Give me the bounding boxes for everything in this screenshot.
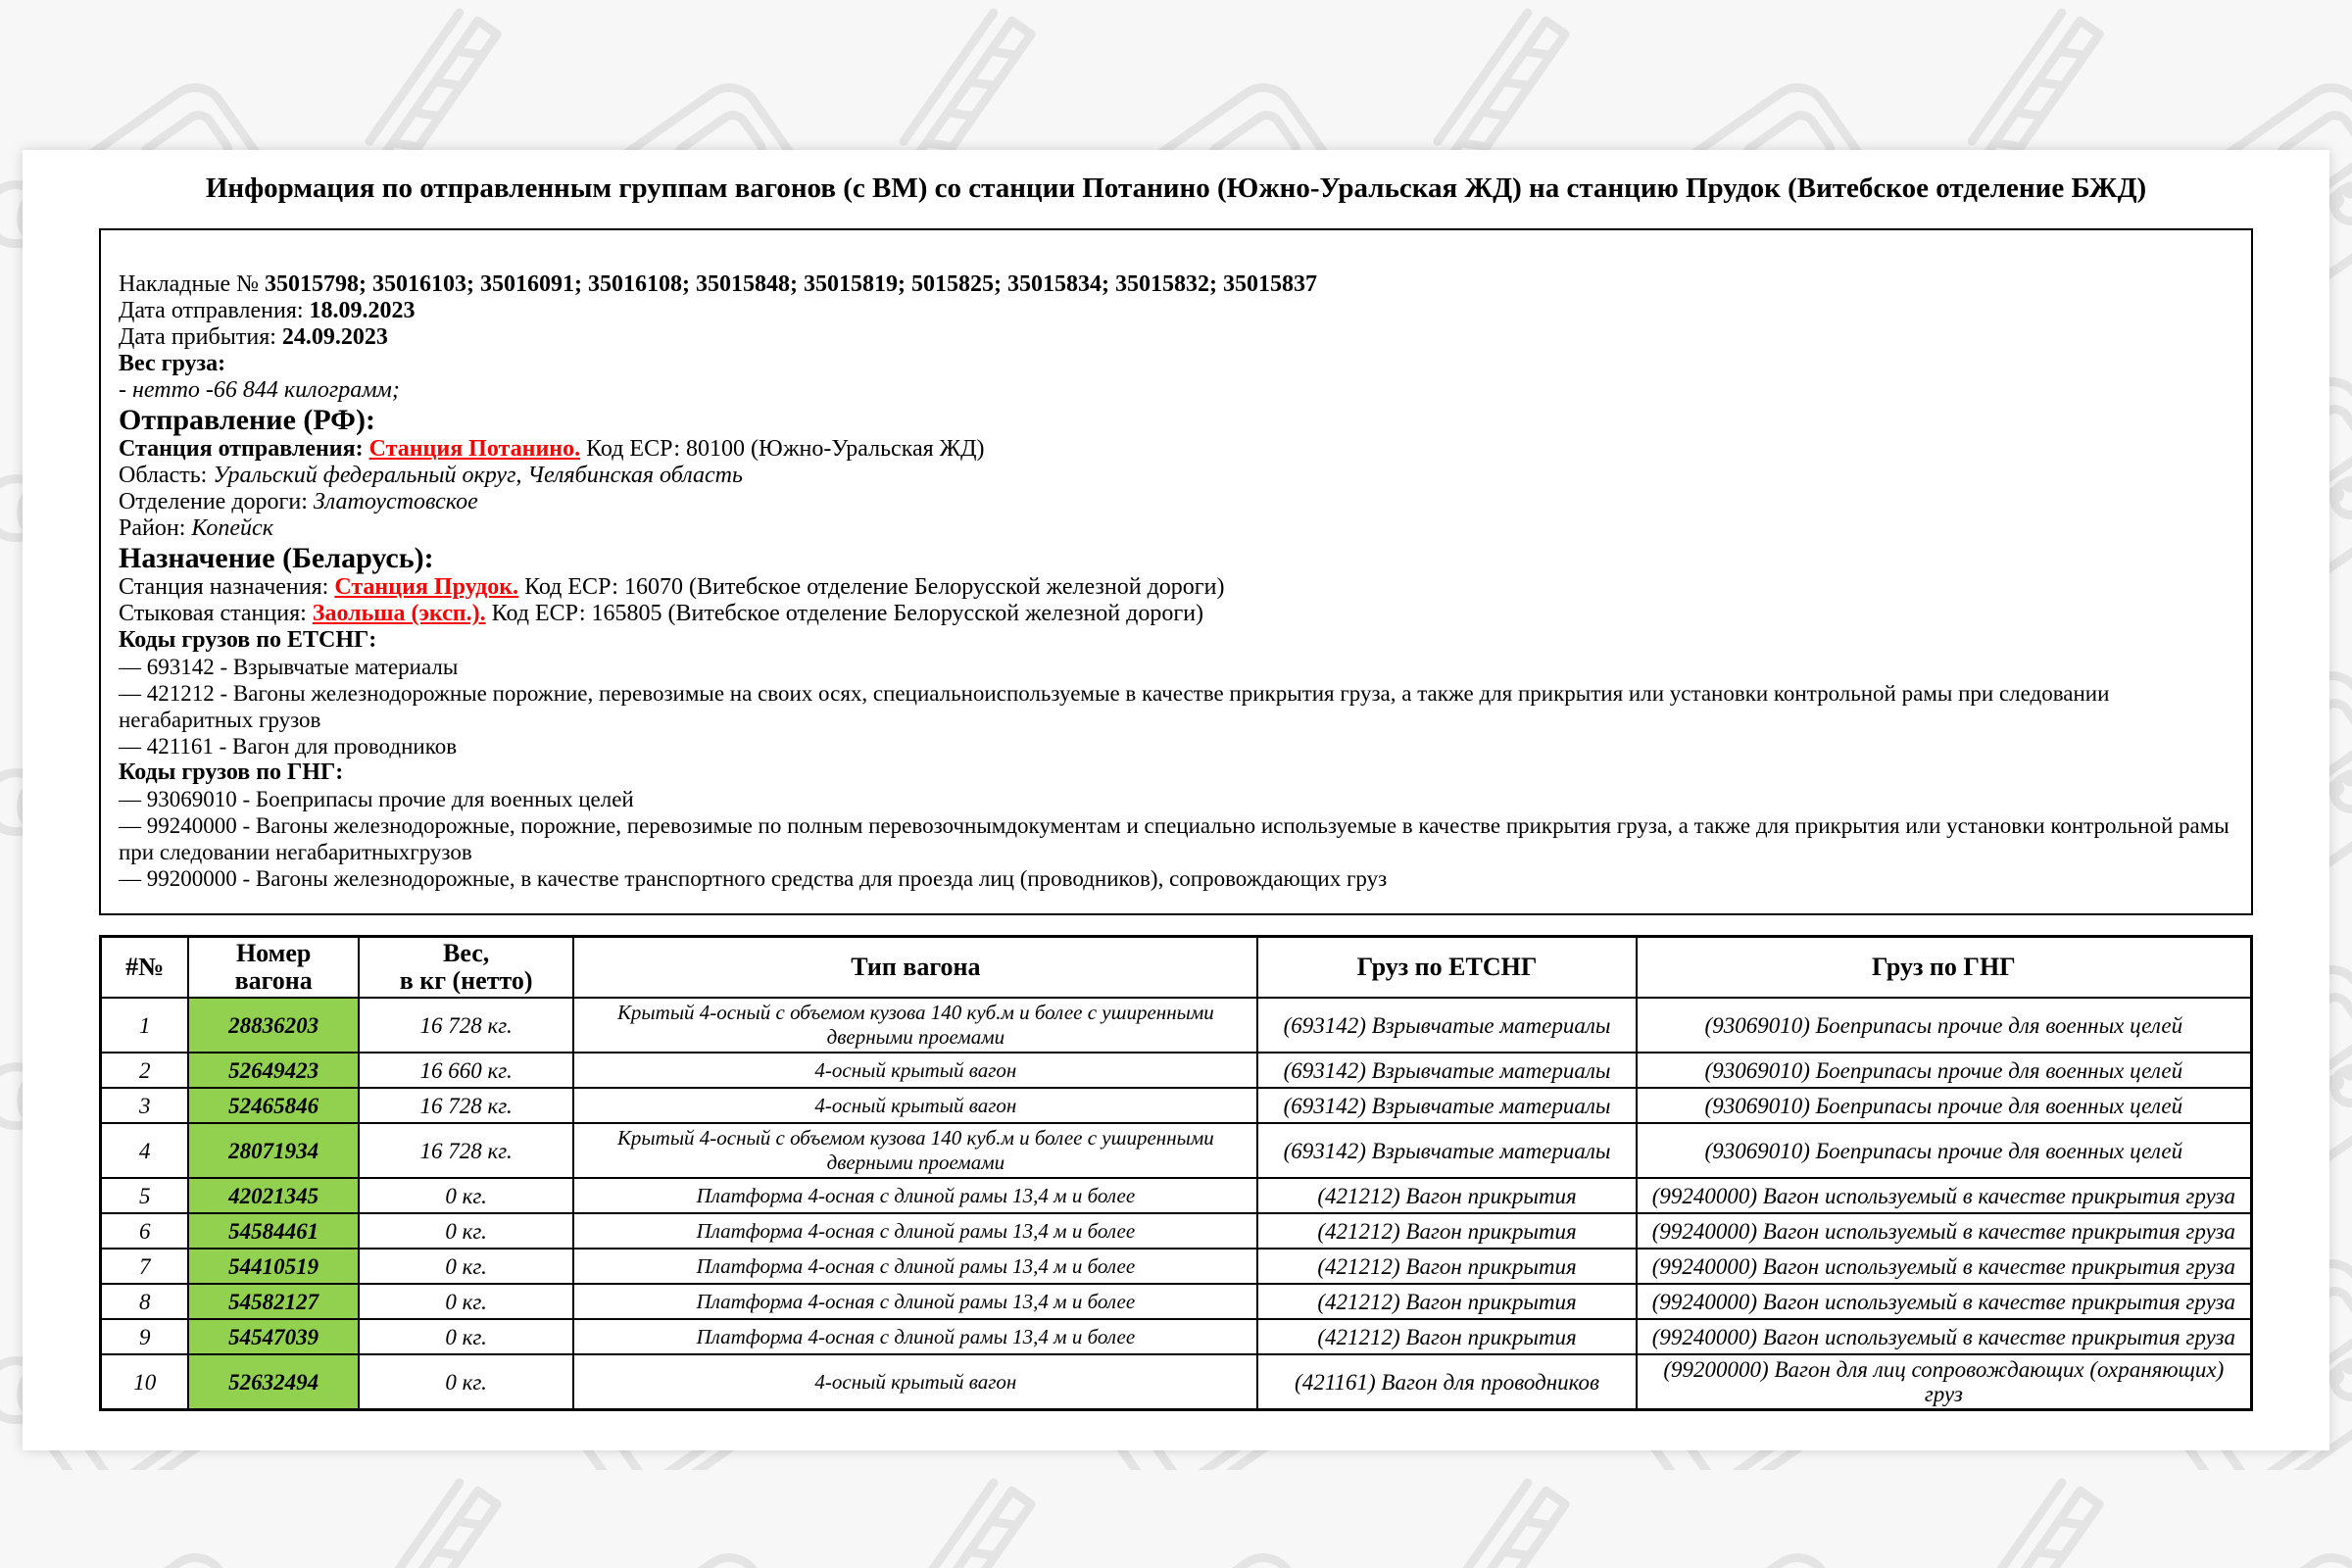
wagon-table-body	[101, 998, 2252, 1410]
gng-codes-list	[119, 786, 2233, 892]
table-row	[101, 1178, 2252, 1213]
page-title: Информация по отправленным группам вагонов (с ВМ) со станции Потанино (Южно-Уральская ЖД) на станцию Прудок (Витебское отделение БЖД)	[205, 172, 2147, 204]
wagon-gng-cell: (93069010) Боеприпасы прочие для военных целей	[1637, 1088, 2252, 1123]
wagon-type-cell: Платформа 4-осная с длиной рамы 13,4 м и более	[573, 1213, 1257, 1249]
table-row	[101, 1284, 2252, 1319]
info-box	[99, 228, 2253, 915]
table-row	[101, 1319, 2252, 1354]
wagon-type-cell: Крытый 4-осный с объемом кузова 140 куб.м и более с уширенными дверными проемами	[573, 1123, 1257, 1178]
table-row	[101, 1213, 2252, 1249]
wagon-num-cell: 8	[101, 1284, 189, 1319]
wagon-weight-cell: 0 кг.	[359, 1319, 574, 1354]
division-line	[119, 489, 2233, 515]
wagon-gng-cell: (93069010) Боеприпасы прочие для военных целей	[1637, 1123, 2252, 1178]
header-wagon: Номер вагона	[188, 937, 358, 999]
wagon-num-cell: 7	[101, 1249, 189, 1284]
wagon-etsng-cell: (421212) Вагон прикрытия	[1257, 1178, 1636, 1213]
division-value: Златоустовское	[313, 489, 478, 514]
wagon-etsng-cell: (693142) Взрывчатые материалы	[1257, 998, 1636, 1053]
wagon-gng-cell: (99240000) Вагон используемый в качестве прикрытия груза	[1637, 1213, 2252, 1249]
wagon-etsng-cell: (421212) Вагон прикрытия	[1257, 1213, 1636, 1249]
gng-code-item: — 93069010 - Боеприпасы прочие для военных целей	[119, 787, 634, 811]
etsng-codes-list	[119, 654, 2233, 760]
header-weight: Вес, в кг (нетто)	[359, 937, 574, 999]
wagon-weight-cell: 0 кг.	[359, 1284, 574, 1319]
departure-date-line	[119, 298, 2233, 324]
wagon-type-cell: 4-осный крытый вагон	[573, 1053, 1257, 1088]
wagon-table-header	[101, 937, 2252, 999]
gng-code-item: — 99240000 - Вагоны железнодорожные, порожние, перевозимые по полным перевозочнымдокументам и специально используемые в качестве прикрытия груза, а также для прикрытия или установки контрольной рамы при следовании негабаритныхгрузов	[119, 813, 2230, 864]
wagon-weight-cell: 16 660 кг.	[359, 1053, 574, 1088]
wagon-gng-cell: (93069010) Боеприпасы прочие для военных целей	[1637, 998, 2252, 1053]
oblast-value: Уральский федеральный округ, Челябинская область	[213, 463, 743, 488]
etsng-codes-heading: Коды грузов по ЕТСНГ:	[119, 627, 377, 653]
district-line	[119, 515, 2233, 542]
table-row	[101, 998, 2252, 1053]
wagon-gng-cell: (99200000) Вагон для лиц сопровождающих (охраняющих) груз	[1637, 1354, 2252, 1410]
oblast-line	[119, 463, 2233, 489]
wagon-type-cell: Платформа 4-осная с длиной рамы 13,4 м и более	[573, 1319, 1257, 1354]
table-row	[101, 1088, 2252, 1123]
wagon-weight-cell: 16 728 кг.	[359, 998, 574, 1053]
document-page	[23, 150, 2329, 1450]
wagon-wagon-cell: 52649423	[188, 1053, 358, 1088]
wagon-table	[99, 935, 2253, 1411]
header-num: #№	[101, 937, 189, 999]
destination-station-label: Станция назначения:	[119, 574, 335, 600]
junction-station-rest: Код ЕСР: 165805 (Витебское отделение Белорусской железной дороги)	[485, 601, 1204, 626]
wagon-etsng-cell: (421161) Вагон для проводников	[1257, 1354, 1636, 1410]
wagon-num-cell: 9	[101, 1319, 189, 1354]
wagon-type-cell: Крытый 4-осный с объемом кузова 140 куб.м и более с уширенными дверными проемами	[573, 998, 1257, 1053]
wagon-etsng-cell: (693142) Взрывчатые материалы	[1257, 1088, 1636, 1123]
etsng-code-item: — 693142 - Взрывчатые материалы	[119, 655, 459, 679]
wagon-gng-cell: (99240000) Вагон используемый в качестве прикрытия груза	[1637, 1249, 2252, 1284]
wagon-weight-cell: 0 кг.	[359, 1354, 574, 1410]
wagon-gng-cell: (99240000) Вагон используемый в качестве прикрытия груза	[1637, 1319, 2252, 1354]
wagon-wagon-cell: 54547039	[188, 1319, 358, 1354]
wagon-wagon-cell: 42021345	[188, 1178, 358, 1213]
waybills-label: Накладные №	[119, 271, 266, 297]
destination-section-heading: Назначение (Беларусь):	[119, 542, 434, 574]
wagon-weight-cell: 16 728 кг.	[359, 1123, 574, 1178]
waybills-numbers: 35015798; 35016103; 35016091; 35016108; 35015848; 35015819; 5015825; 35015834; 35015832; 35015837	[265, 271, 1317, 297]
arrival-date-label: Дата прибытия:	[119, 324, 282, 350]
departure-station-link[interactable]: Станция Потанино.	[368, 436, 581, 462]
wagon-wagon-cell: 28836203	[188, 998, 358, 1053]
wagon-wagon-cell: 54584461	[188, 1213, 358, 1249]
weight-netto: - нетто -66 844 килограмм;	[119, 377, 400, 403]
wagon-num-cell: 1	[101, 998, 189, 1053]
wagon-type-cell: Платформа 4-осная с длиной рамы 13,4 м и более	[573, 1178, 1257, 1213]
wagon-etsng-cell: (421212) Вагон прикрытия	[1257, 1249, 1636, 1284]
wagon-etsng-cell: (693142) Взрывчатые материалы	[1257, 1053, 1636, 1088]
wagon-weight-cell: 0 кг.	[359, 1178, 574, 1213]
wagon-wagon-cell: 54582127	[188, 1284, 358, 1319]
wagon-gng-cell: (99240000) Вагон используемый в качестве прикрытия груза	[1637, 1178, 2252, 1213]
gng-codes-heading: Коды грузов по ГНГ:	[119, 760, 344, 785]
junction-station-label: Стыковая станция:	[119, 601, 313, 626]
wagon-type-cell: 4-осный крытый вагон	[573, 1088, 1257, 1123]
wagon-wagon-cell: 52465846	[188, 1088, 358, 1123]
weight-heading: Вес груза:	[119, 351, 226, 376]
wagon-gng-cell: (93069010) Боеприпасы прочие для военных целей	[1637, 1053, 2252, 1088]
header-type: Тип вагона	[573, 937, 1257, 999]
wagon-num-cell: 10	[101, 1354, 189, 1410]
wagon-num-cell: 4	[101, 1123, 189, 1178]
header-gng: Груз по ГНГ	[1637, 937, 2252, 999]
division-label: Отделение дороги:	[119, 489, 314, 514]
departure-station-line	[119, 436, 2233, 463]
wagon-weight-cell: 0 кг.	[359, 1249, 574, 1284]
junction-station-line	[119, 601, 2233, 627]
district-label: Район:	[119, 515, 192, 541]
oblast-label: Область:	[119, 463, 214, 488]
wagon-num-cell: 5	[101, 1178, 189, 1213]
departure-station-rest: Код ЕСР: 80100 (Южно-Уральская ЖД)	[580, 436, 985, 462]
destination-station-line	[119, 574, 2233, 601]
destination-station-rest: Код ЕСР: 16070 (Витебское отделение Белорусской железной дороги)	[518, 574, 1225, 600]
departure-station-label: Станция отправления:	[119, 436, 369, 462]
table-row	[101, 1053, 2252, 1088]
district-value: Копейск	[191, 515, 273, 541]
departure-date-label: Дата отправления:	[119, 298, 310, 323]
wagon-num-cell: 2	[101, 1053, 189, 1088]
departure-date-value: 18.09.2023	[309, 298, 416, 323]
wagon-weight-cell: 16 728 кг.	[359, 1088, 574, 1123]
arrival-date-line	[119, 324, 2233, 351]
wagon-etsng-cell: (421212) Вагон прикрытия	[1257, 1319, 1636, 1354]
junction-station-link[interactable]: Заольша (эксп.).	[312, 601, 486, 626]
etsng-code-item: — 421212 - Вагоны железнодорожные порожние, перевозимые на своих осях, специальноиспользуемые в качестве прикрытия груза, а также для прикрытия или установки контрольной рамы при следовании негабаритных грузов	[119, 681, 2110, 732]
header-etsng: Груз по ЕТСНГ	[1257, 937, 1636, 999]
arrival-date-value: 24.09.2023	[281, 324, 388, 350]
wagon-wagon-cell: 52632494	[188, 1354, 358, 1410]
wagon-type-cell: 4-осный крытый вагон	[573, 1354, 1257, 1410]
wagon-num-cell: 6	[101, 1213, 189, 1249]
wagon-wagon-cell: 28071934	[188, 1123, 358, 1178]
gng-code-item: — 99200000 - Вагоны железнодорожные, в качестве транспортного средства для проезда лиц (проводников), сопровождающих груз	[119, 866, 1388, 891]
departure-section-heading: Отправление (РФ):	[119, 404, 375, 436]
wagon-type-cell: Платформа 4-осная с длиной рамы 13,4 м и более	[573, 1284, 1257, 1319]
table-row	[101, 1354, 2252, 1410]
table-row	[101, 1123, 2252, 1178]
wagon-gng-cell: (99240000) Вагон используемый в качестве прикрытия груза	[1637, 1284, 2252, 1319]
wagon-etsng-cell: (693142) Взрывчатые материалы	[1257, 1123, 1636, 1178]
table-row	[101, 1249, 2252, 1284]
destination-station-link[interactable]: Станция Прудок.	[334, 574, 519, 600]
etsng-code-item: — 421161 - Вагон для проводников	[119, 734, 458, 759]
wagon-weight-cell: 0 кг.	[359, 1213, 574, 1249]
wagon-type-cell: Платформа 4-осная с длиной рамы 13,4 м и более	[573, 1249, 1257, 1284]
wagon-wagon-cell: 54410519	[188, 1249, 358, 1284]
waybills-line	[119, 271, 2233, 298]
wagon-num-cell: 3	[101, 1088, 189, 1123]
wagon-etsng-cell: (421212) Вагон прикрытия	[1257, 1284, 1636, 1319]
